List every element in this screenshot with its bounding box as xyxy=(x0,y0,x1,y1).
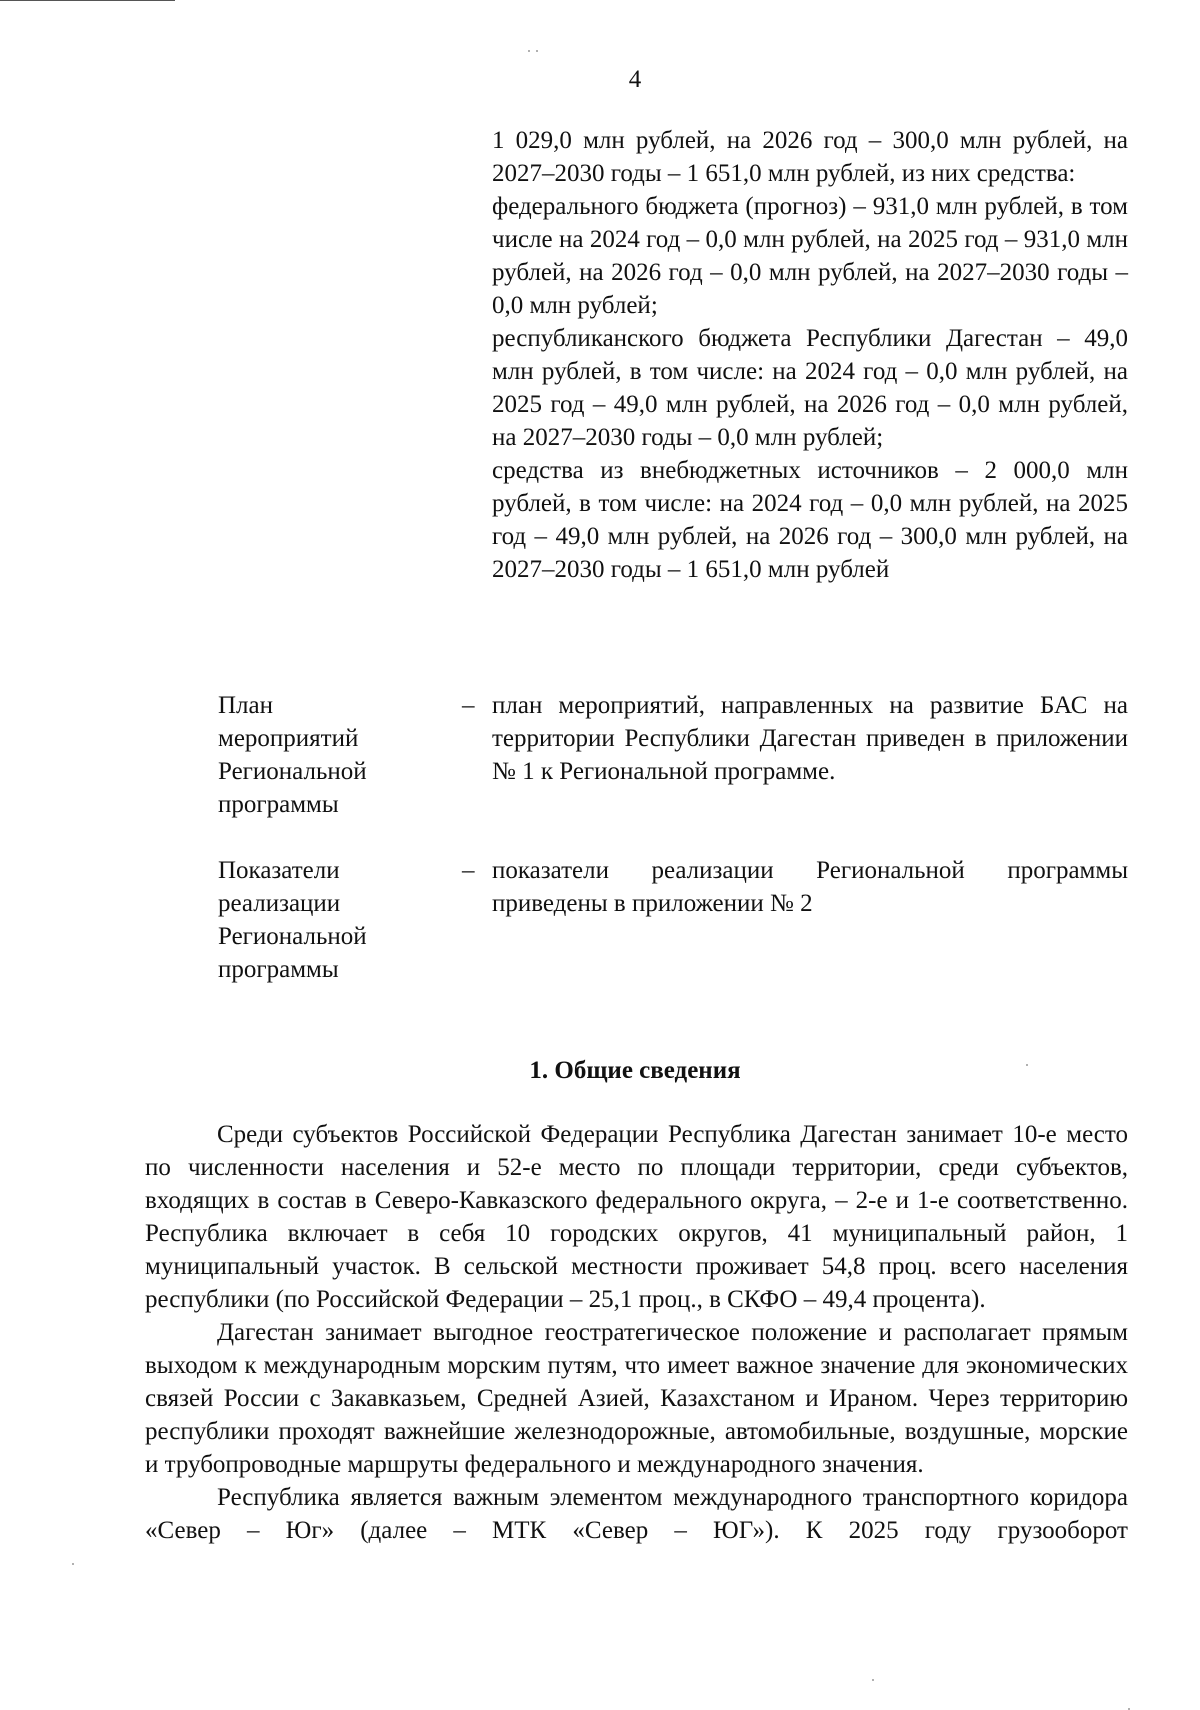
scan-speck xyxy=(872,1679,874,1681)
page-number: 4 xyxy=(628,66,642,93)
row-text-action-plan: план мероприятий, направленных на развитие БАС на территории Республики Дагестан приведен в приложении № 1 к Региональной программе. xyxy=(492,692,1128,785)
body-paragraph: Дагестан занимает выгодное геостратегическое положение и располагает прямым выходом к международным морским путям, что имеет важное значение для экономических связей России с Закавказьем, Средней Азией, Казахстаном и Ираном. Через территорию республики проходят важнейшие железнодорожные, автомобильные, воздушные, морские и трубопроводные маршруты федерального и международного значения. xyxy=(145,1319,1128,1478)
row-label-indicators: Показатели реализации Региональной программы xyxy=(218,857,367,983)
row-dash-action-plan: – xyxy=(462,692,475,719)
row-dash-indicators: – xyxy=(462,857,475,884)
scan-speck xyxy=(1026,1064,1028,1066)
funding-paragraph-republican: республиканского бюджета Республики Дагестан – 49,0 млн рублей, в том числе: на 2024 год – 0,0 млн рублей, на 2025 год – 49,0 млн рублей, на 2026 год – 0,0 млн рублей, на 2027–2030 годы – 0,0 млн рублей; xyxy=(492,325,1128,451)
funding-paragraph-total: 1 029,0 млн рублей, на 2026 год – 300,0 млн рублей, на 2027–2030 годы – 1 651,0 млн рублей, из них средства: xyxy=(492,127,1128,187)
scan-speck xyxy=(536,50,538,52)
scan-edge-line xyxy=(0,0,175,1)
scan-speck xyxy=(528,50,530,52)
funding-sources-block xyxy=(492,124,1128,586)
section-title: 1. Общие сведения xyxy=(529,1057,741,1084)
funding-paragraph-extrabudgetary: средства из внебюджетных источников – 2 000,0 млн рублей, в том числе: на 2024 год – 0,0 млн рублей, на 2025 год – 49,0 млн рублей, на 2026 год – 300,0 млн рублей, на 2027–2030 годы – 1 651,0 млн рублей xyxy=(492,457,1128,583)
body-paragraph: Республика является важным элементом международного транспортного коридора «Север – Юг» (далее – МТК «Север – ЮГ»). К 2025 году грузооборот xyxy=(145,1484,1128,1544)
row-label-action-plan: План мероприятий Региональной программы xyxy=(218,692,367,818)
scan-speck xyxy=(72,1563,74,1565)
row-text-indicators: показатели реализации Региональной программы приведены в приложении № 2 xyxy=(492,857,1128,917)
funding-paragraph-federal: федерального бюджета (прогноз) – 931,0 млн рублей, в том числе на 2024 год – 0,0 млн рублей, на 2025 год – 931,0 млн рублей, на 2026 год – 0,0 млн рублей, на 2027–2030 годы – 0,0 млн рублей; xyxy=(492,193,1128,319)
body-text xyxy=(145,1118,1128,1547)
body-paragraph: Среди субъектов Российской Федерации Республика Дагестан занимает 10-е место по численности населения и 52-е место по площади территории, среди субъектов, входящих в состав в Северо-Кавказского федерального округа, – 2-е и 1-е соответственно. Республика включает в себя 10 городских округов, 41 муниципальный район, 1 муниципальный участок. В сельской местности проживает 54,8 проц. всего населения республики (по Российской Федерации – 25,1 проц., в СКФО – 49,4 процента). xyxy=(145,1121,1128,1313)
